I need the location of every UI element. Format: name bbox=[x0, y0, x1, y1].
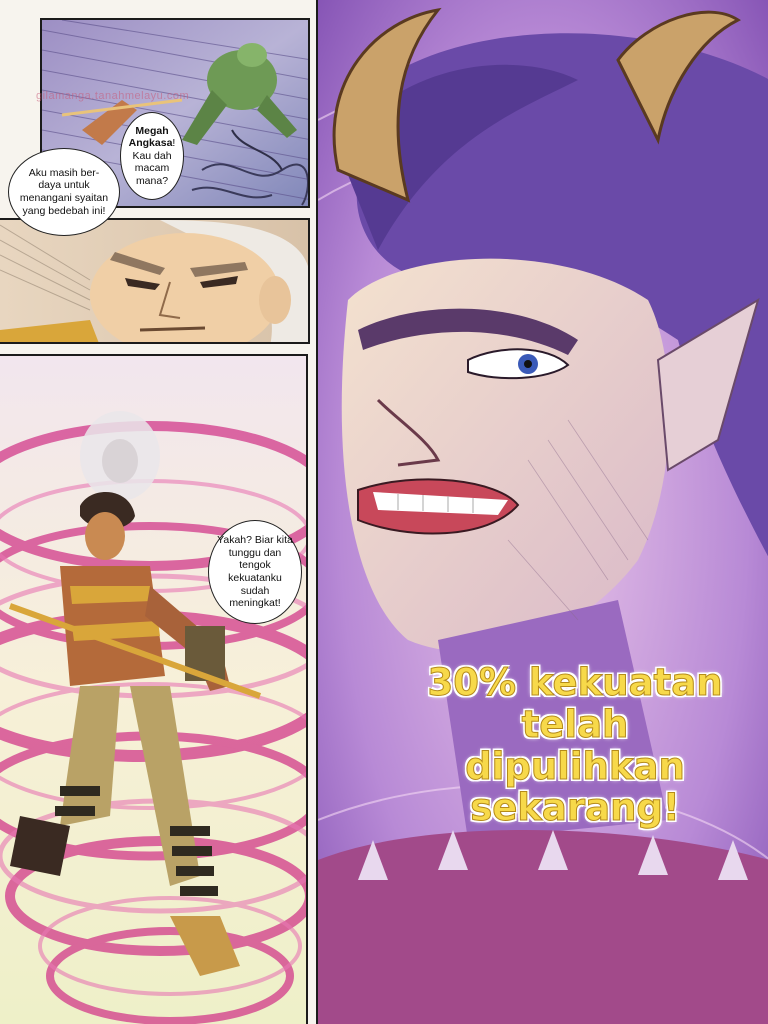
power-caption bbox=[410, 662, 740, 829]
bubble-megah-name: Megah Angkasa bbox=[128, 124, 173, 150]
caption-line-1: 30% kekuatan bbox=[427, 661, 723, 704]
demon-face-art bbox=[318, 0, 768, 1024]
speech-bubble-yakah bbox=[208, 520, 302, 624]
bubble-yakah-text: Yakah? Biar kita tunggu dan tengok kekuatanku sudah meningkat! bbox=[217, 534, 293, 610]
panel-demon-face bbox=[316, 0, 768, 1024]
bubble-aku-text: Aku masih ber-daya untuk menangani syaitan yang bedebah ini! bbox=[19, 166, 109, 217]
old-man-face-art bbox=[0, 220, 310, 344]
caption-line-3: sekarang! bbox=[470, 786, 680, 830]
panel-whirlwind-fighter bbox=[0, 354, 308, 1024]
whirlwind-fighter-art bbox=[0, 356, 308, 1024]
panel-old-man-face bbox=[0, 218, 310, 344]
panel-gutter bbox=[311, 0, 316, 1024]
speech-bubble-aku bbox=[8, 148, 120, 236]
speech-bubble-megah bbox=[120, 112, 184, 200]
watermark-text: gilamanga.tanahmelayu.com bbox=[36, 90, 190, 102]
bubble-megah-text: ! Kau dah macam mana? bbox=[132, 137, 176, 187]
caption-line-2: telah dipulihkan bbox=[465, 702, 685, 788]
